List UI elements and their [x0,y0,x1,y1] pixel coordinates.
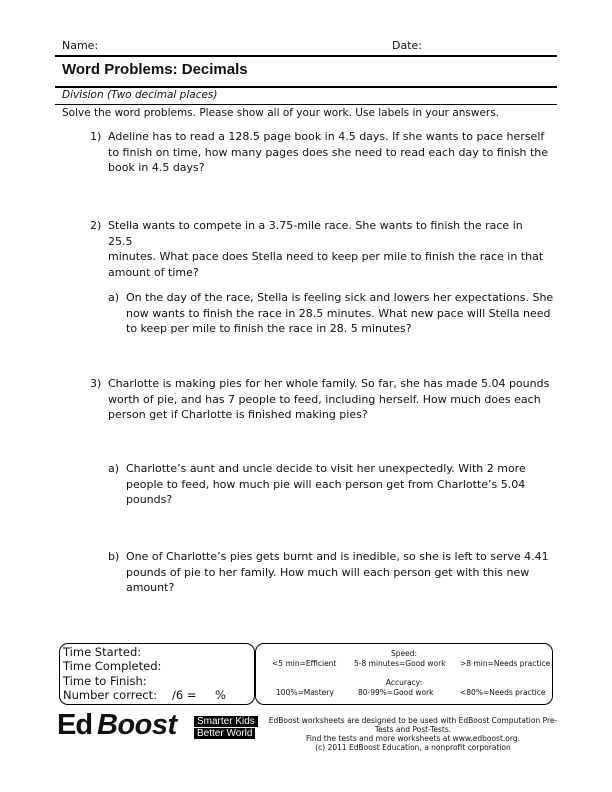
question-line: book in 4.5 days? [108,161,205,174]
logo-tagline-2: Better World [194,728,255,739]
header-rule [55,55,557,57]
question-line: people to feed, how much pie will each person get from Charlotte’s 5.04 [126,477,526,491]
speed-label: Speed: [390,649,418,658]
footer-note-line: (c) 2011 EdBoost Education, a nonprofit corporation [315,743,511,752]
speed-good: 5-8 minutes=Good work [354,659,446,668]
accuracy-good: 80-99%=Good work [358,688,434,697]
question-line: One of Charlotte’s pies gets burnt and is inedible, so she is left to serve 4.41 [126,550,549,563]
time-completed-label: Time Completed: [63,659,162,673]
question-line: now wants to finish the race in 28.5 minutes. What new pace will Stella need [126,306,551,320]
question-line: Stella wants to compete in a 3.75-mile race. She wants to finish the race in 25.5 [108,219,523,248]
logo-boost-text: Boost [97,709,177,741]
question-number: 1) [90,130,102,143]
question-line: Adeline has to read a 128.5 page book in 4.5 days. If she wants to pace herself [108,130,545,143]
question-line: pounds? [126,493,173,506]
footer-note-line: Find the tests and more worksheets at www.edboost.org. [306,734,520,743]
accuracy-label: Accuracy: [385,678,423,687]
question-line: Charlotte is making pies for her whole family. So far, she has made 5.04 pounds [108,377,550,390]
accuracy-mastery: 100%=Mastery [276,688,334,697]
footer-note-line: EdBoost worksheets are designed to be used with EdBoost Computation Pre-Tests and Post-Tests. [268,716,558,734]
question-line: to finish on time, how many pages does she need to read each day to finish the [108,145,549,159]
edboost-logo [57,709,262,745]
speed-efficient: <5 min=Efficient [272,659,337,668]
page-title: Word Problems: Decimals [62,61,248,78]
question-1 [90,129,550,177]
score-out-of: /6 = [172,688,197,702]
time-to-finish-label: Time to Finish: [63,674,147,688]
page-subtitle: Division (Two decimal places) [62,89,218,101]
score-percent: % [215,688,226,702]
question-3b [108,549,558,597]
date-label: Date: [392,39,422,52]
question-number: 2) [90,219,102,232]
instructions: Solve the word problems. Please show all of your work. Use labels in your answers. [62,107,500,119]
footer-note [268,716,558,752]
question-line: On the day of the race, Stella is feeling sick and lowers her expectations. She [126,291,554,304]
question-line: pounds of pie to her family. How much will each person get with this new [126,565,530,579]
question-3a [108,461,558,509]
question-line: Charlotte’s aunt and uncle decide to visit her unexpectedly. With 2 more [126,462,526,475]
question-line: amount of time? [108,265,199,279]
logo-tagline-1: Smarter Kids [194,716,258,727]
question-number: 3) [90,377,102,390]
question-number: a) [108,462,120,475]
name-label: Name: [62,39,99,52]
time-started-label: Time Started: [63,645,142,659]
title-rule [55,86,557,88]
question-line: minutes. What pace does Stella need to keep per mile to finish the race in that [108,250,544,263]
question-line: worth of pie, and has 7 people to feed, including herself. How much does each [108,392,541,406]
question-2a [108,290,558,338]
subtitle-rule [55,104,557,105]
question-line: amount? [126,581,175,594]
speed-needs-practice: >8 min=Needs practice [460,659,551,668]
question-number: a) [108,291,120,304]
number-correct-label: Number correct: [63,688,157,702]
logo-ed-text: Ed [57,709,93,741]
question-number: b) [108,550,120,563]
rubric-box [255,643,553,705]
question-2 [90,218,550,279]
question-3 [90,376,550,424]
question-line: person get if Charlotte is finished making pies? [108,408,368,421]
question-line: to keep per mile to finish the race in 28. 5 minutes? [126,322,412,335]
score-box [59,643,255,705]
accuracy-needs-practice: <80%=Needs practice [460,688,546,697]
